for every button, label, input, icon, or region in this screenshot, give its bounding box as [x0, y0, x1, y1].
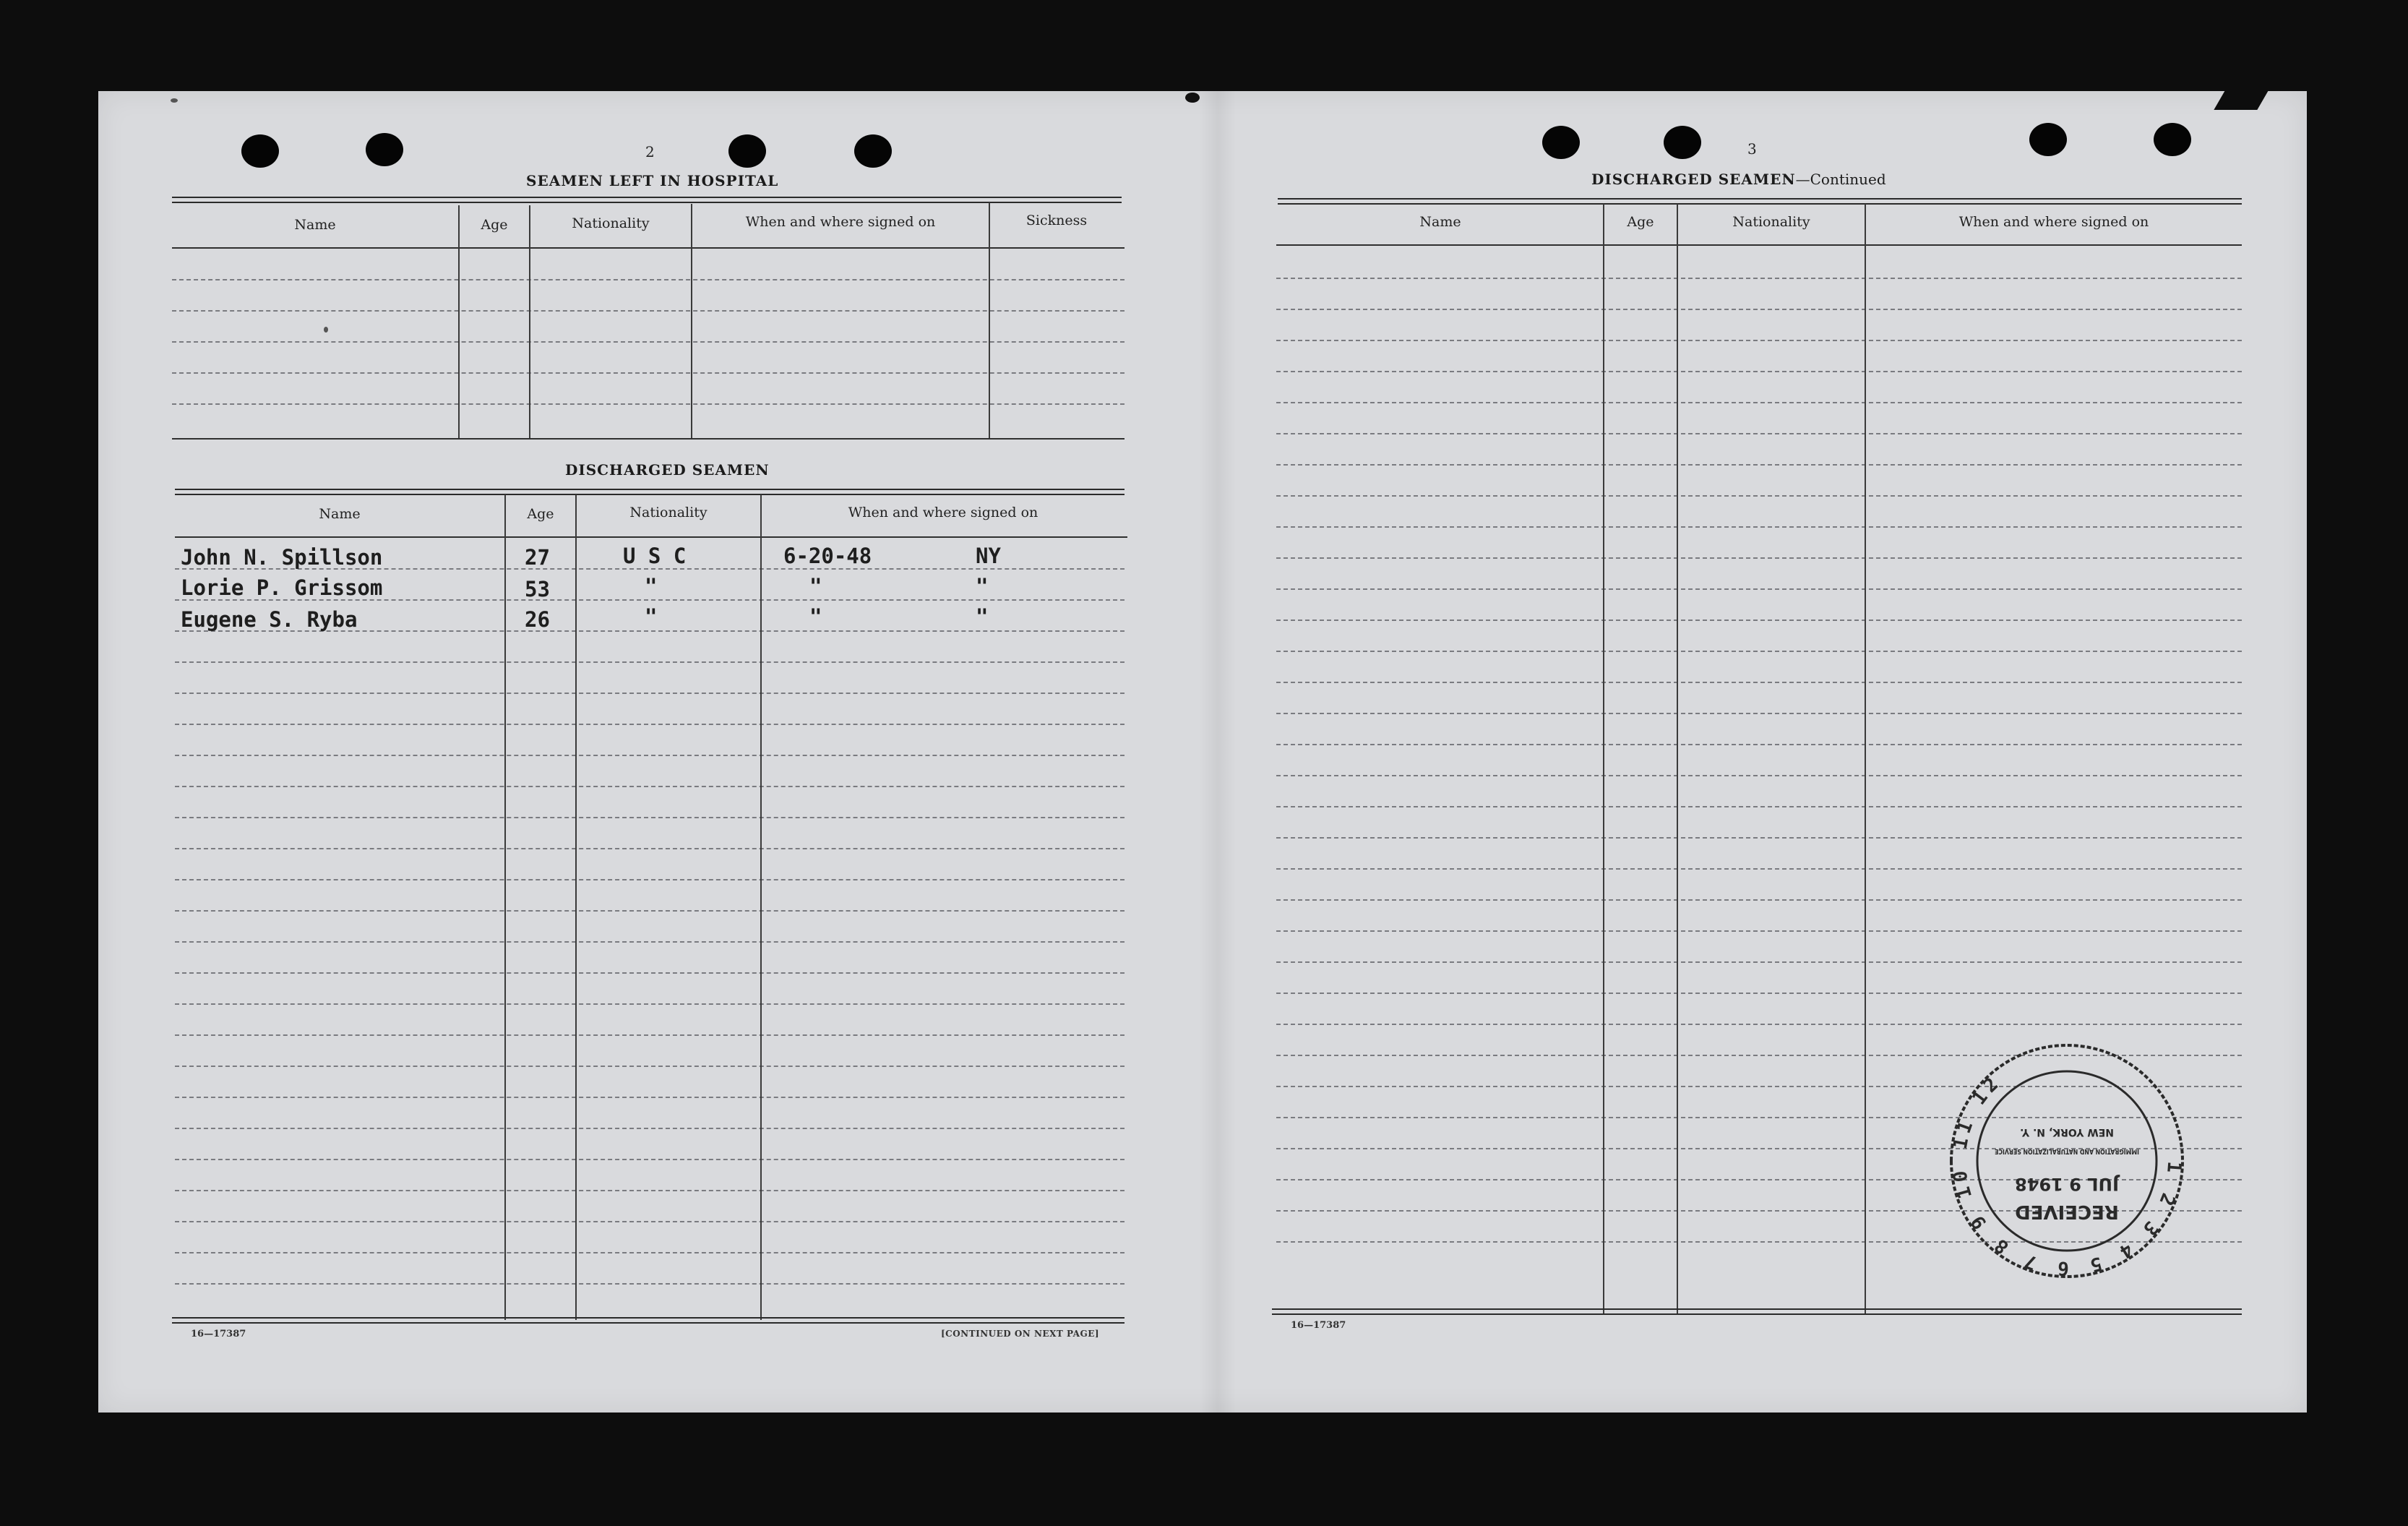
seaman-age: 53 — [525, 577, 550, 601]
ruled-line — [175, 1190, 1125, 1191]
ruled-line — [1276, 526, 2242, 528]
ruled-line — [1276, 930, 2242, 932]
ruled-line — [1276, 993, 2242, 994]
ruled-line — [175, 1128, 1125, 1129]
ruled-line — [175, 879, 1125, 880]
discharged-header-rule — [175, 536, 1127, 538]
ruled-line — [1276, 433, 2242, 434]
discharged-section-title: DISCHARGED SEAMEN — [565, 461, 770, 479]
paper-speck — [324, 327, 328, 333]
ruled-line — [1276, 868, 2242, 870]
seaman-nationality: " — [645, 604, 658, 629]
punch-hole — [2029, 123, 2067, 156]
ruled-line — [172, 310, 1125, 312]
seaman-signed-date: 6-20-48 — [783, 544, 872, 568]
discharged-divider — [575, 494, 577, 1320]
ruled-line — [175, 941, 1125, 943]
ruled-line — [1276, 744, 2242, 745]
ruled-line — [175, 910, 1125, 912]
title-suffix: —Continued — [1795, 171, 1886, 188]
hospital-top-rule — [172, 197, 1122, 203]
hospital-divider — [529, 205, 530, 440]
seaman-nationality: U S C — [623, 544, 687, 568]
ruled-line — [175, 1159, 1125, 1160]
seaman-signed-place: " — [976, 604, 989, 629]
ruled-line — [175, 786, 1125, 787]
ruled-line — [175, 661, 1125, 663]
ruled-line — [172, 403, 1125, 405]
right-divider — [1865, 204, 1866, 1314]
hospital-col-name: Name — [294, 217, 336, 233]
ruled-line — [1276, 1024, 2242, 1025]
ruled-line — [175, 848, 1125, 849]
hospital-col-age: Age — [481, 217, 508, 233]
discharged-divider — [760, 494, 762, 1320]
paper-speck — [1185, 93, 1200, 103]
ruled-line — [1276, 837, 2242, 839]
hospital-divider — [989, 202, 990, 438]
seaman-name: Eugene S. Ryba — [181, 607, 358, 632]
ruled-line — [1276, 371, 2242, 372]
page-number-right: 3 — [1747, 140, 1757, 158]
ruled-line — [175, 724, 1125, 725]
discharged-continued-title — [1591, 171, 1886, 188]
discharged-top-rule — [175, 489, 1125, 495]
right-divider — [1603, 204, 1604, 1314]
continued-note: [CONTINUED ON NEXT PAGE] — [941, 1329, 1100, 1339]
ruled-line — [1276, 899, 2242, 901]
ruled-line — [175, 693, 1125, 694]
punch-hole — [854, 134, 892, 168]
ruled-line — [1276, 309, 2242, 310]
right-divider — [1677, 204, 1678, 1314]
page-number-left: 2 — [645, 143, 655, 160]
hospital-section-title: SEAMEN LEFT IN HOSPITAL — [526, 172, 779, 189]
hospital-col-sickness: Sickness — [1025, 213, 1088, 228]
ruled-line — [1276, 961, 2242, 963]
seaman-age: 26 — [525, 607, 550, 632]
ruled-line — [175, 1034, 1125, 1036]
ruled-line — [172, 372, 1125, 374]
stamp-received: RECEIVED — [2015, 1201, 2119, 1222]
punch-hole — [2154, 123, 2191, 156]
ruled-line — [1276, 278, 2242, 279]
right-col-name: Name — [1419, 214, 1461, 230]
ruled-line — [175, 1283, 1125, 1285]
discharged-col-age: Age — [527, 506, 554, 522]
seaman-signed-place: NY — [976, 544, 1001, 568]
ruled-line — [1276, 651, 2242, 652]
hospital-header-rule — [172, 247, 1125, 249]
right-col-nationality: Nationality — [1732, 214, 1810, 230]
ruled-line — [1276, 340, 2242, 341]
stamp-ring-numbers: 1 2 3 4 5 6 7 8 9 10 11 12 — [1948, 1071, 2185, 1279]
hospital-col-nationality: Nationality — [572, 215, 650, 231]
right-bottom-rule — [1272, 1308, 2242, 1315]
stamp-date: JUL 9 1948 — [2015, 1174, 2119, 1194]
hospital-col-signed-on: When and where signed on — [745, 214, 936, 230]
seaman-age: 27 — [525, 545, 550, 570]
discharged-bottom-rule — [172, 1317, 1125, 1324]
ruled-line — [1276, 682, 2242, 683]
discharged-col-signed-on: When and where signed on — [848, 505, 1039, 520]
ruled-line — [172, 279, 1125, 280]
hospital-divider — [458, 205, 460, 440]
seaman-name: John N. Spillson — [181, 545, 383, 570]
ruled-line — [175, 1252, 1125, 1253]
right-col-signed-on: When and where signed on — [1958, 214, 2149, 230]
right-top-rule — [1278, 198, 2242, 205]
ruled-line — [1276, 588, 2242, 590]
punch-hole — [1664, 126, 1701, 159]
form-code-right: 16—17387 — [1291, 1320, 1346, 1331]
discharged-col-name: Name — [319, 506, 361, 522]
ruled-line — [1276, 620, 2242, 621]
received-stamp — [1944, 1038, 2190, 1284]
ruled-line — [172, 341, 1125, 343]
ruled-line — [175, 1097, 1125, 1098]
seaman-signed-place: " — [976, 574, 989, 599]
title-main: DISCHARGED SEAMEN — [1591, 171, 1796, 188]
hospital-bottom-rule — [172, 438, 1125, 440]
form-code-left: 16—17387 — [191, 1329, 246, 1339]
ruled-line — [175, 755, 1125, 756]
discharged-divider — [504, 494, 506, 1320]
seaman-nationality: " — [645, 574, 658, 599]
punch-hole — [241, 134, 279, 168]
ruled-line — [1276, 464, 2242, 466]
discharged-col-nationality: Nationality — [629, 505, 708, 520]
ruled-line — [1276, 495, 2242, 497]
seaman-signed-date: " — [809, 604, 822, 629]
punch-hole — [1542, 126, 1580, 159]
paper-speck — [171, 98, 178, 103]
page-fold — [1200, 91, 1236, 1413]
ruled-line — [1276, 557, 2242, 559]
ruled-line — [175, 817, 1125, 818]
ruled-line — [175, 1066, 1125, 1067]
right-col-age: Age — [1627, 214, 1654, 230]
seaman-name: Lorie P. Grissom — [181, 575, 383, 600]
seaman-signed-date: " — [809, 574, 822, 599]
ruled-line — [175, 972, 1125, 974]
punch-hole — [728, 134, 766, 168]
ruled-line — [175, 1221, 1125, 1222]
stamp-agency: IMMIGRATION AND NATURALIZATION SERVICE — [1994, 1147, 2139, 1155]
ruled-line — [1276, 713, 2242, 714]
ruled-line — [1276, 775, 2242, 776]
ruled-line — [175, 1003, 1125, 1005]
hospital-divider — [691, 204, 692, 438]
ruled-line — [1276, 806, 2242, 807]
stamp-city: NEW YORK, N. Y. — [2019, 1126, 2115, 1138]
punch-hole — [366, 133, 403, 166]
right-header-rule — [1276, 244, 2242, 246]
ruled-line — [1276, 402, 2242, 403]
